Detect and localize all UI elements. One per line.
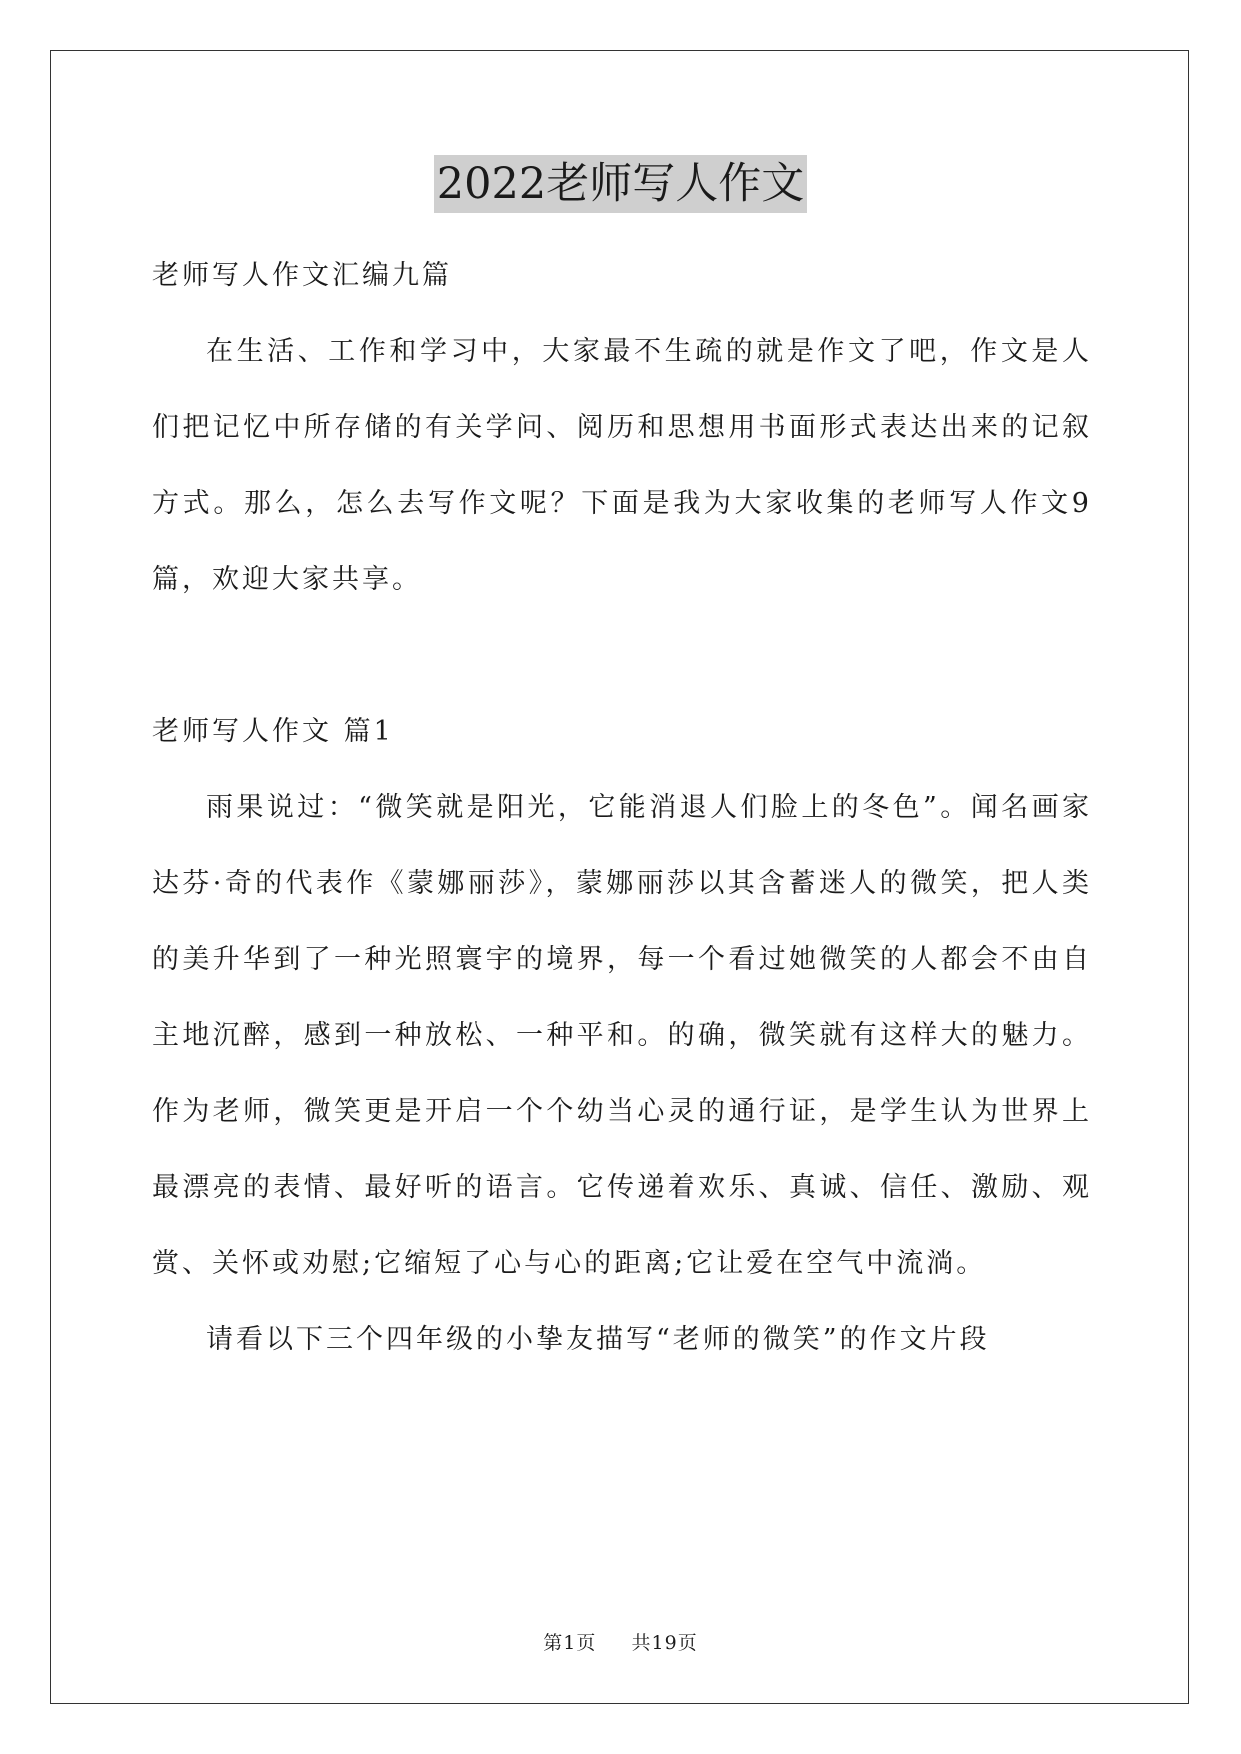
spacer	[152, 618, 1092, 694]
body-paragraph: 雨果说过：“微笑就是阳光，它能消退人们脸上的冬色”。闻名画家达芬·奇的代表作《蒙娜丽莎》，蒙娜丽莎以其含蓄迷人的微笑，把人类的美升华到了一种光照寰宇的境界，每一个看过她微笑的人都会不由自主地沉醉，感到一种放松、一种平和。的确，微笑就有这样大的魅力。作为老师，微笑更是开启一个个幼当心灵的通行证，是学生认为世界上最漂亮的表情、最好听的语言。它传递着欢乐、真诚、信任、激励、观赏、关怀或劝慰;它缩短了心与心的距离;它让爱在空气中流淌。	[152, 792, 1092, 1279]
document-title: 2022老师写人作文	[434, 155, 807, 213]
intro-paragraph: 在生活、工作和学习中，大家最不生疏的就是作文了吧，作文是人们把记忆中所存储的有关学问、阅历和思想用书面形式表达出来的记叙方式。那么，怎么去写作文呢？下面是我为大家收集的老师写人作文9篇，欢迎大家共享。	[152, 336, 1092, 595]
page-number: 第1页	[543, 1632, 597, 1654]
document-subtitle: 老师写人作文汇编九篇	[152, 260, 452, 291]
body-paragraph: 请看以下三个四年级的小挚友描写“老师的微笑”的作文片段	[206, 1324, 990, 1355]
section-heading: 老师写人作文 篇1	[152, 716, 394, 747]
title-wrap	[0, 155, 1241, 213]
total-pages: 共19页	[631, 1632, 698, 1654]
document-body	[152, 238, 1092, 1378]
page-footer	[0, 1628, 1241, 1655]
